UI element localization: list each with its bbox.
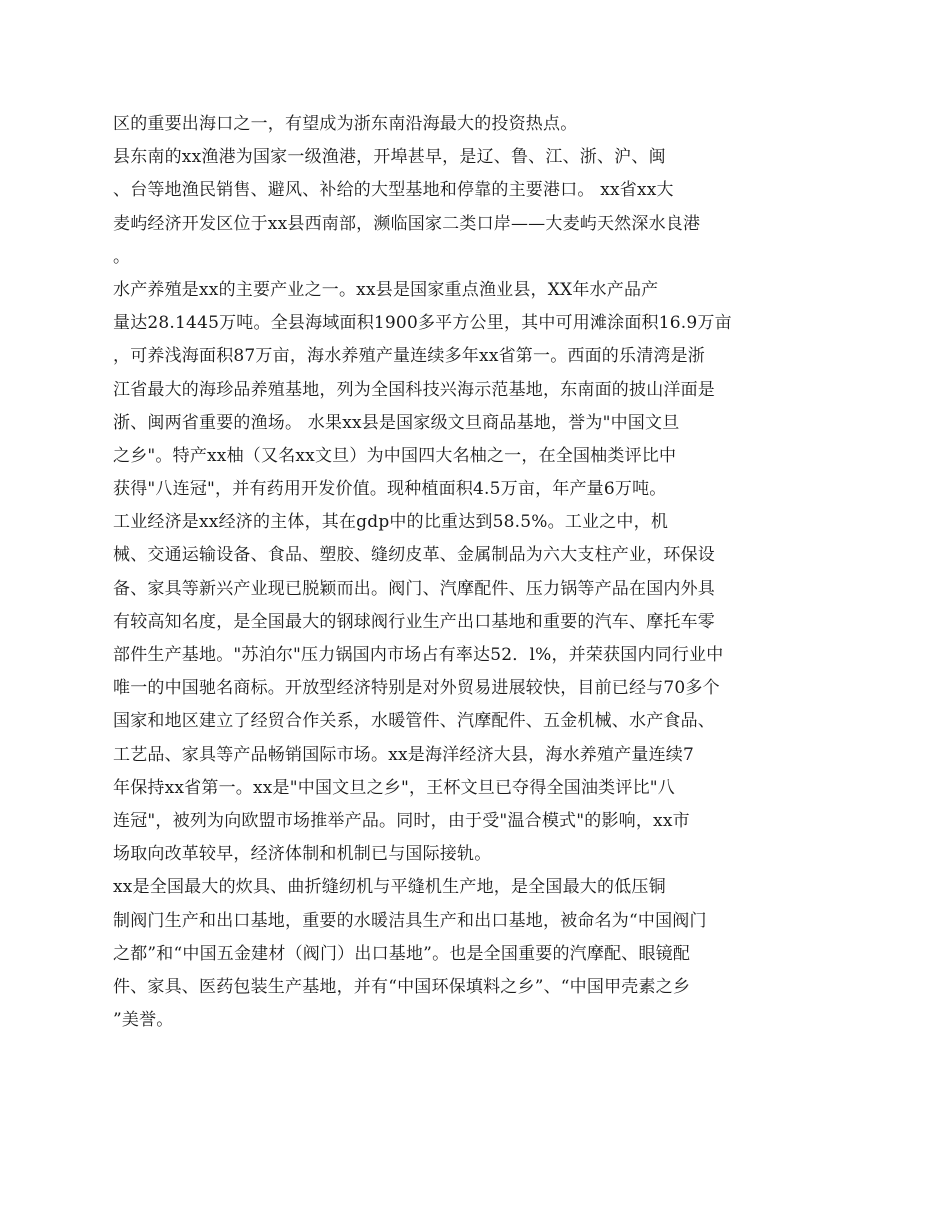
text-line-7: 量达28.1445万吨。全县海域面积1900多平方公里，其中可用滩涂面积16.9万亩 (113, 313, 732, 334)
text-line-22: 连冠"，被列为向欧盟市场推举产品。同时，由于受"温合模式"的影响，xx市 (113, 810, 690, 831)
text-line-11: 之乡"。特产xx柚（又名xx文旦）为中国四大名柚之一，在全国柚类评比中 (113, 445, 677, 466)
text-line-5: 。 (113, 246, 131, 267)
text-line-13: 工业经济是xx经济的主体，其在gdp中的比重达到58.5%。工业之中，机 (113, 512, 669, 533)
body-text (113, 108, 803, 1037)
text-line-17: 部件生产基地。"苏泊尔"压力锅国内市场占有率达52．l%，并荣获国内同行业中 (113, 645, 724, 665)
text-line-28: ”美誉。 (113, 1010, 174, 1031)
text-line-26: 之都”和“中国五金建材（阀门）出口基地”。也是全国重要的汽摩配、眼镜配 (113, 943, 691, 964)
text-line-16: 有较高知名度，是全国最大的钢球阀行业生产出口基地和重要的汽车、摩托车零 (113, 611, 715, 632)
text-line-1: 区的重要出海口之一，有望成为浙东南沿海最大的投资热点。 (113, 114, 578, 134)
text-line-3: 、台等地渔民销售、避风、补给的大型基地和停靠的主要港口。 xx省xx大 (113, 180, 674, 201)
text-line-9: 江省最大的海珍品养殖基地，列为全国科技兴海示范基地，东南面的披山洋面是 (113, 379, 715, 400)
text-line-12: 获得"八连冠"，并有药用开发价值。现种植面积4.5万亩，年产量6万吨。 (113, 479, 667, 500)
text-line-18: 唯一的中国驰名商标。开放型经济特别是对外贸易进展较快，目前已经与70多个 (113, 678, 720, 699)
text-line-23: 场取向改革较早，经济体制和机制已与国际接轨。 (113, 844, 492, 865)
text-line-14: 械、交通运输设备、食品、塑胶、缝纫皮革、金属制品为六大支柱产业，环保设 (113, 545, 715, 566)
text-line-10: 浙、闽两省重要的渔场。 水果xx县是国家级文旦商品基地，誉为"中国文旦 (113, 412, 680, 433)
text-line-4: 麦屿经济开发区位于xx县西南部，濒临国家二类口岸——大麦屿天然深水良港 (113, 213, 701, 234)
text-line-6: 水产养殖是xx的主要产业之一。xx县是国家重点渔业县，XX年水产品产 (113, 279, 659, 300)
text-line-27: 件、家具、医药包装生产基地，并有“中国环保填料之乡”、“中国甲壳素之乡 (113, 976, 691, 997)
text-line-25: 制阀门生产和出口基地，重要的水暖洁具生产和出口基地，被命名为“中国阀门 (113, 910, 707, 931)
text-line-15: 备、家具等新兴产业现已脱颖而出。阀门、汽摩配件、压力锅等产品在国内外具 (113, 578, 715, 599)
text-line-24: xx是全国最大的炊具、曲折缝纫机与平缝机生产地，是全国最大的低压铜 (113, 877, 666, 898)
text-line-2: 县东南的xx渔港为国家一级渔港，开埠甚早，是辽、鲁、江、浙、沪、闽 (113, 147, 666, 168)
text-line-8: ，可养浅海面积87万亩，海水养殖产量连续多年xx省第一。西面的乐清湾是浙 (113, 346, 706, 367)
text-line-20: 工艺品、家具等产品畅销国际市场。xx是海洋经济大县，海水养殖产量连续7 (113, 744, 694, 765)
text-line-21: 年保持xx省第一。xx是"中国文旦之乡"，王杯文旦已夺得全国油类评比"八 (113, 777, 676, 798)
text-line-19: 国家和地区建立了经贸合作关系，水暖管件、汽摩配件、五金机械、水产食品、 (113, 711, 715, 732)
